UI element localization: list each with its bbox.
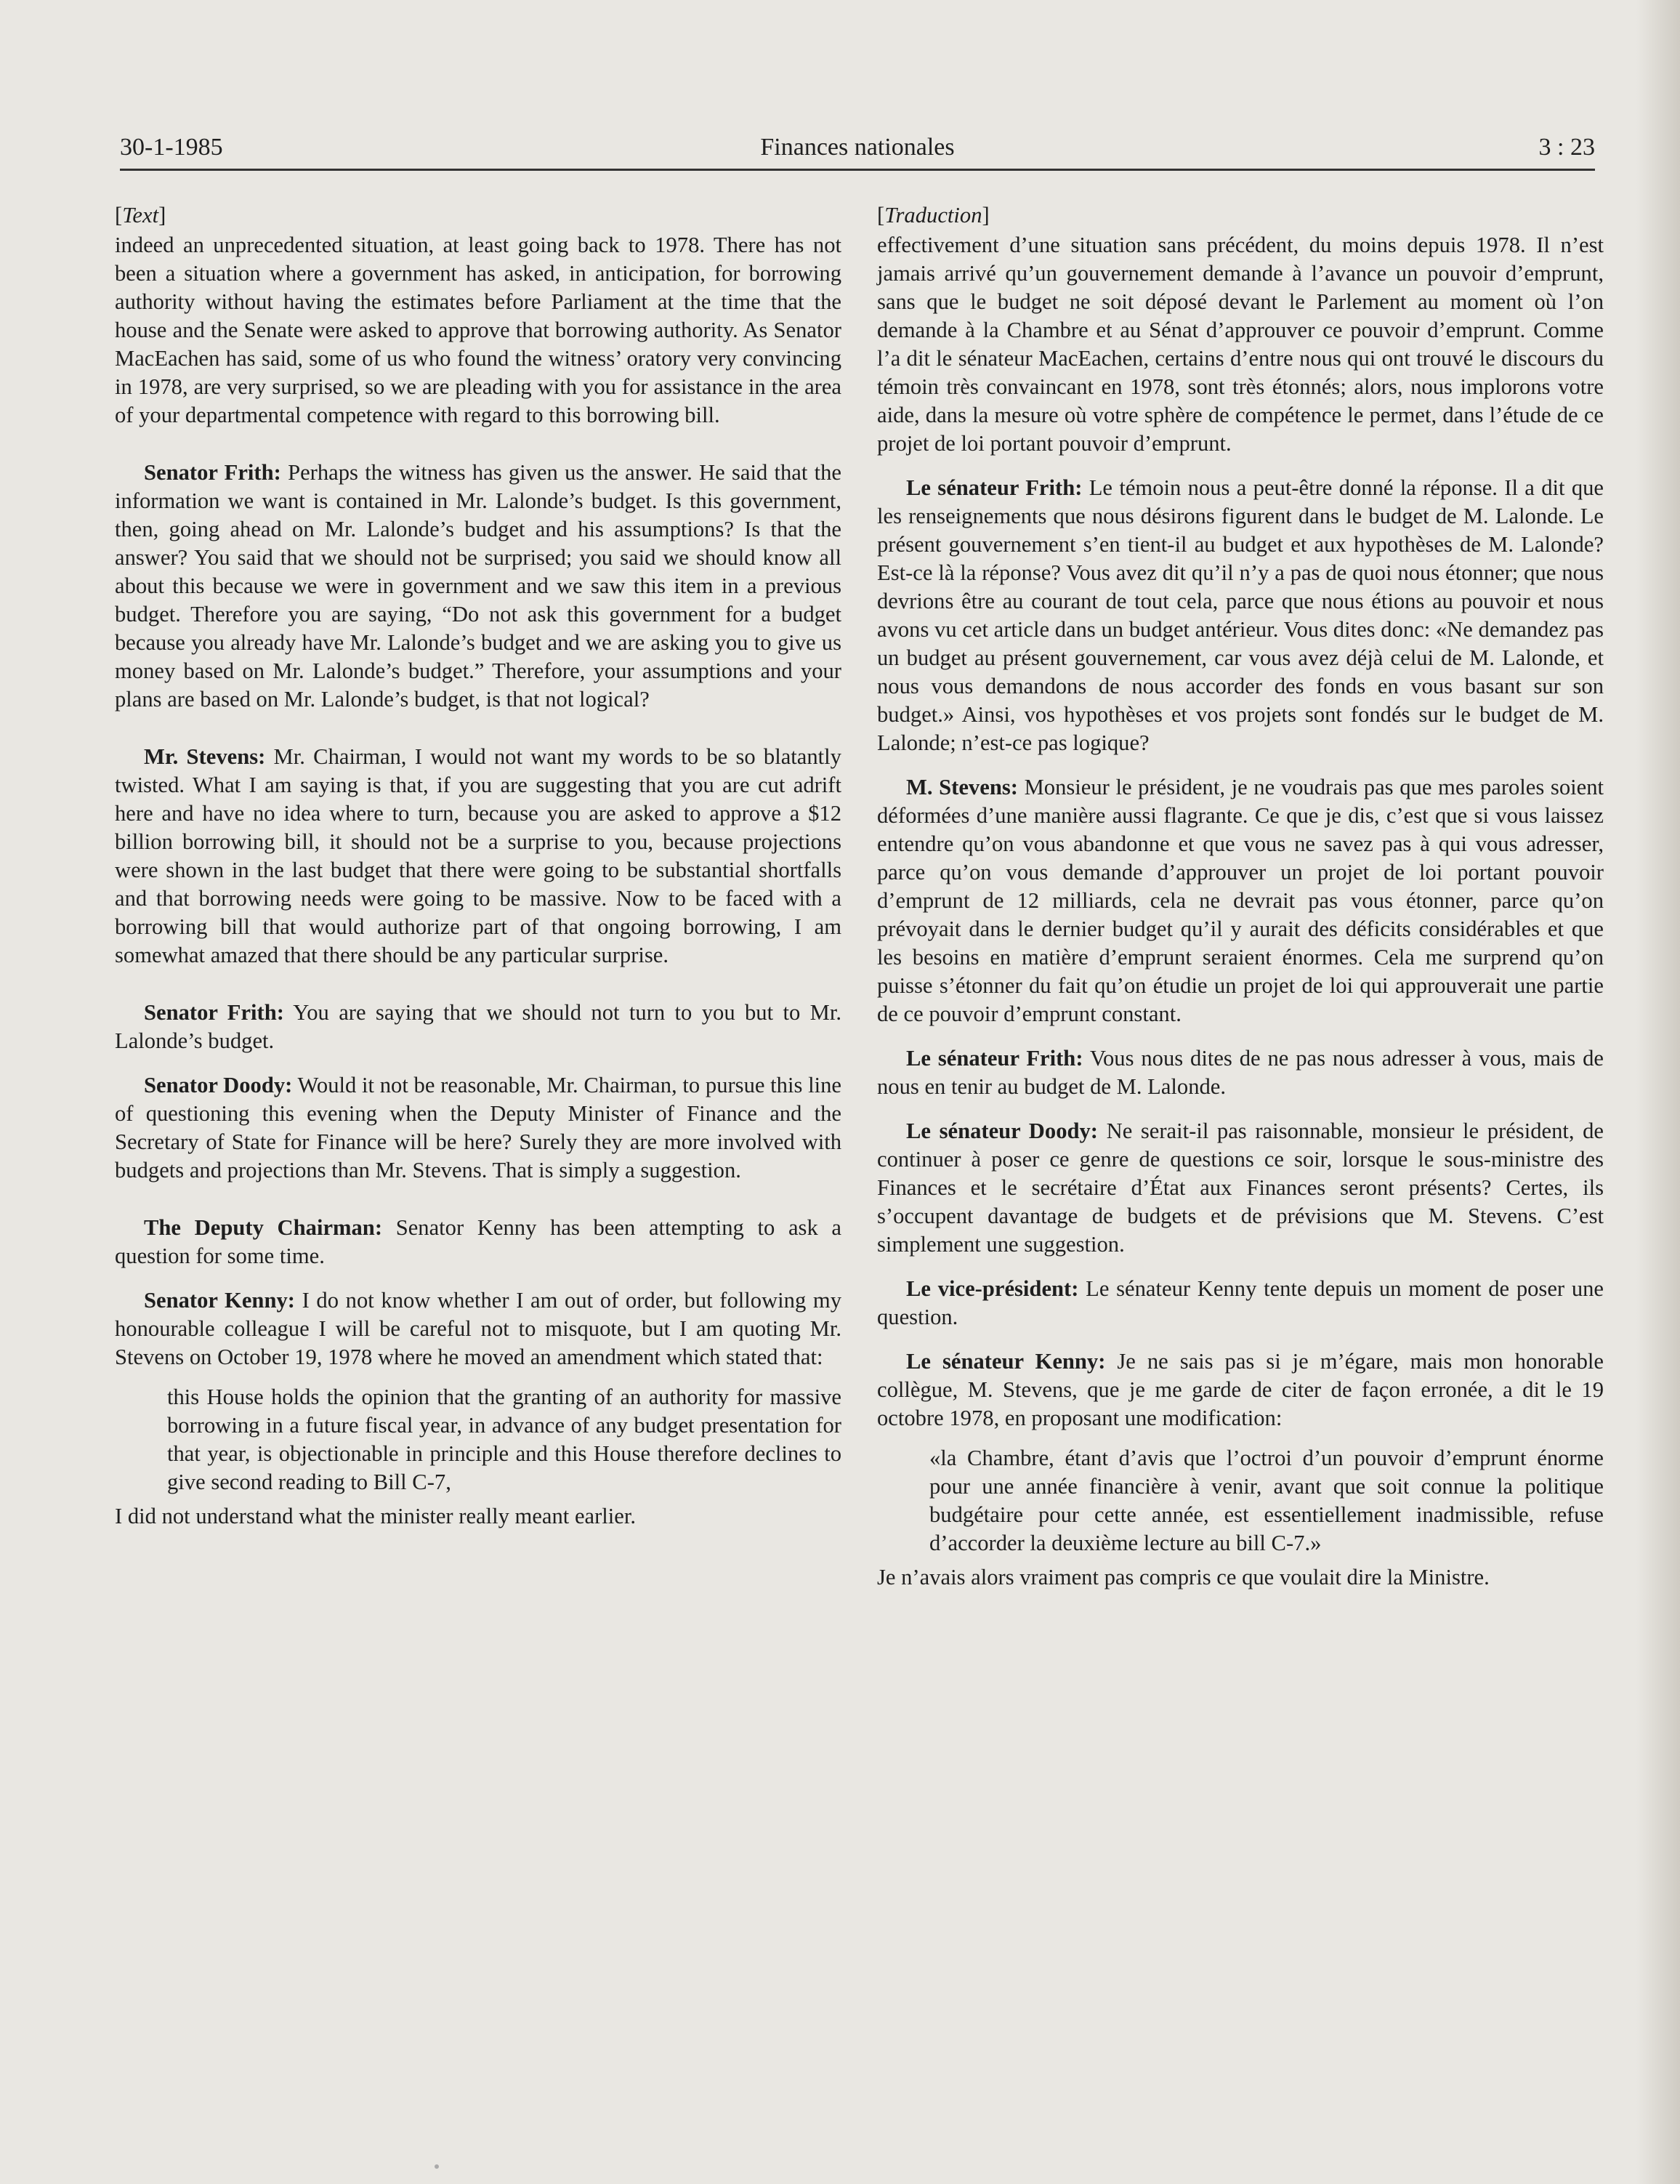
speaker-paragraph: Le sénateur Frith: Le témoin nous a peut-être donné la réponse. Il a dit que les renseignements que nous désirons figurent dans le budget de M. Lalonde. Le présent gouvernement s’en tient-il au budget et aux hypothèses de M. Lalonde? Est-ce là la réponse? Vous avez dit qu’il n’y a pas de quoi nous étonner; que nous devrions être au courant de tout cela, parce que nous étions au pouvoir et nous avons vu cet article dans un budget antérieur. Vous dites donc: «Ne demandez pas un budget au présent gouvernement, car vous avez déjà celui de M. Lalonde, et nous vous demandons de nous accorder des fonds en vous basant sur son budget.» Ainsi, vos hypothèses et vos projets sont fondés sur le budget de M. Lalonde; n’est-ce pas logique? xyxy=(877,475,1604,755)
speaker-name: Senator Frith: xyxy=(144,460,281,485)
speaker-name: Le sénateur Frith: xyxy=(906,475,1083,500)
speaker-paragraph: Senator Doody: Would it not be reasonable, Mr. Chairman, to pursue this line of questioning this evening when the Deputy Minister of Finance and the Secretary of State for Finance will be here? Surely they are more involved with budgets and projections than Mr. Stevens. That is simply a suggestion. xyxy=(115,1073,841,1182)
paragraph: effectivement d’une situation sans précédent, du moins depuis 1978. Il n’est jamais arrivé qu’un gouvernement demande à l’avance un pouvoir d’emprunt, sans que le budget ne soit déposé devant le Parlement au moment où l’on demande à la Chambre et au Sénat d’approuver ce pouvoir d’emprunt. Comme l’a dit le sénateur MacEachen, certains d’entre nous qui ont trouvé le discours du témoin très convaincant en 1978, sont très étonnés; alors, nous implorons votre aide, dans la mesure où votre sphère de compétence le permet, dans l’étude de ce projet de loi portant pouvoir d’emprunt. xyxy=(877,233,1604,456)
speaker-name: Le sénateur Doody: xyxy=(906,1119,1098,1143)
speaker-paragraph: Mr. Stevens: Mr. Chairman, I would not want my words to be so blatantly twisted. What I am saying is that, if you are suggesting that you are cut adrift here and have no idea where to turn, because you are asked to approve a $12 billion borrowing bill, it should not be a surprise to you, because projections were shown in the last budget that there were going to be substantial shortfalls and that borrowing needs were going to be massive. Now to be faced with a borrowing bill that would authorize part of that ongoing borrowing, I am somewhat amazed that there should be any particular surprise. xyxy=(115,744,841,967)
block-quote: «la Chambre, étant d’avis que l’octroi d’un pouvoir d’emprunt énorme pour une année financière à venir, avant que soit connue la politique budgétaire pour cette année, est essentiellement inadmissible, refuse d’accorder la deuxième lecture au bill C-7.» xyxy=(929,1446,1604,1555)
speaker-paragraph: Le vice-président: Le sénateur Kenny tente depuis un moment de poser une question. xyxy=(877,1276,1604,1329)
column-label: [Text] xyxy=(115,203,166,227)
speaker-name: Senator Doody: xyxy=(144,1073,293,1097)
header-title: Finances nationales xyxy=(760,134,955,161)
speaker-paragraph: The Deputy Chairman: Senator Kenny has been attempting to ask a question for some time. xyxy=(115,1215,841,1268)
speaker-paragraph: Senator Kenny: I do not know whether I am out of order, but following my honourable colleague I will be careful not to misquote, but I am quoting Mr. Stevens on October 19, 1978 where he moved an amendment which stated that: xyxy=(115,1288,841,1369)
paragraph: Je n’avais alors vraiment pas compris ce que voulait dire la Ministre. xyxy=(877,1565,1490,1589)
speaker-name: Senator Frith: xyxy=(144,1000,284,1025)
paper-speck xyxy=(435,2164,439,2169)
running-header xyxy=(120,125,1595,171)
speaker-paragraph: Le sénateur Kenny: Je ne sais pas si je m’égare, mais mon honorable collègue, M. Stevens, que je me garde de citer de façon erronée, a dit le 19 octobre 1978, en proposant une modification: xyxy=(877,1349,1604,1430)
english-column xyxy=(115,201,841,1531)
speaker-paragraph: Senator Frith: Perhaps the witness has given us the answer. He said that the information we want is contained in Mr. Lalonde’s budget. Is this government, then, going ahead on Mr. Lalonde’s budget and his assumptions? Is that the answer? You said that we should not be surprised; you said we should know all about this because we were in government and we saw this item in a previous budget. Therefore you are saying, “Do not ask this government for a budget because you already have Mr. Lalonde’s budget and we are asking you to give us money based on Mr. Lalonde’s budget.” Therefore, your assumptions and your plans are based on Mr. Lalonde’s budget, is that not logical? xyxy=(115,460,841,712)
speaker-paragraph: Le sénateur Frith: Vous nous dites de ne pas nous adresser à vous, mais de nous en tenir au budget de M. Lalonde. xyxy=(877,1046,1604,1099)
page-binding-edge xyxy=(1636,0,1680,2184)
paragraph: indeed an unprecedented situation, at least going back to 1978. There has not been a situation where a government has asked, in anticipation, for borrowing authority without having the estimates before Parliament at the time that the house and the Senate were asked to approve that borrowing authority. As Senator MacEachen has said, some of us who found the witness’ oratory very convincing in 1978, are very surprised, so we are pleading with you for assistance in the area of your departmental competence with regard to this borrowing bill. xyxy=(115,233,841,427)
speaker-name: Le vice-président: xyxy=(906,1276,1079,1301)
column-label: [Traduction] xyxy=(877,203,990,227)
speaker-paragraph: Senator Frith: You are saying that we should not turn to you but to Mr. Lalonde’s budget. xyxy=(115,1000,841,1053)
french-column xyxy=(877,201,1604,1592)
speaker-name: M. Stevens: xyxy=(906,775,1018,799)
paragraph: I did not understand what the minister really meant earlier. xyxy=(115,1504,637,1528)
block-quote: this House holds the opinion that the granting of an authority for massive borrowing in a future fiscal year, in advance of any budget presentation for that year, is objectionable in principle and this House therefore declines to give second reading to Bill C-7, xyxy=(167,1385,841,1494)
speaker-name: Le sénateur Kenny: xyxy=(906,1349,1106,1374)
speaker-name: Mr. Stevens: xyxy=(144,744,266,769)
header-page-number: 3 : 23 xyxy=(1538,134,1595,161)
speaker-paragraph: M. Stevens: Monsieur le président, je ne voudrais pas que mes paroles soient déformées d’une manière aussi flagrante. Ce que je dis, c’est que si vous laissez entendre qu’on vous abandonne et que vous ne savez pas à qui vous adresser, parce qu’on vous demande d’approuver un projet de loi portant pouvoir d’emprunt de 12 milliards, cela ne devrait pas vous étonner, parce qu’on prévoyait dans le dernier budget qu’il y aurait des déficits considérables et que les besoins en matière d’emprunt seraient énormes. Cela me surprend qu’on puisse s’étonner du fait qu’on étudie un projet de loi qui approuverait une partie de ce pouvoir d’emprunt constant. xyxy=(877,775,1604,1026)
speaker-name: The Deputy Chairman: xyxy=(144,1215,383,1240)
speaker-name: Senator Kenny: xyxy=(144,1288,295,1313)
speaker-name: Le sénateur Frith: xyxy=(906,1046,1083,1071)
speaker-paragraph: Le sénateur Doody: Ne serait-il pas raisonnable, monsieur le président, de continuer à poser ce genre de questions ce soir, lorsque le sous-ministre des Finances et le secrétaire d’État aux Finances seront présents? Certes, ils s’occupent davantage de budgets et de prévisions que M. Stevens. C’est simplement une suggestion. xyxy=(877,1119,1604,1257)
header-date: 30-1-1985 xyxy=(120,134,223,161)
